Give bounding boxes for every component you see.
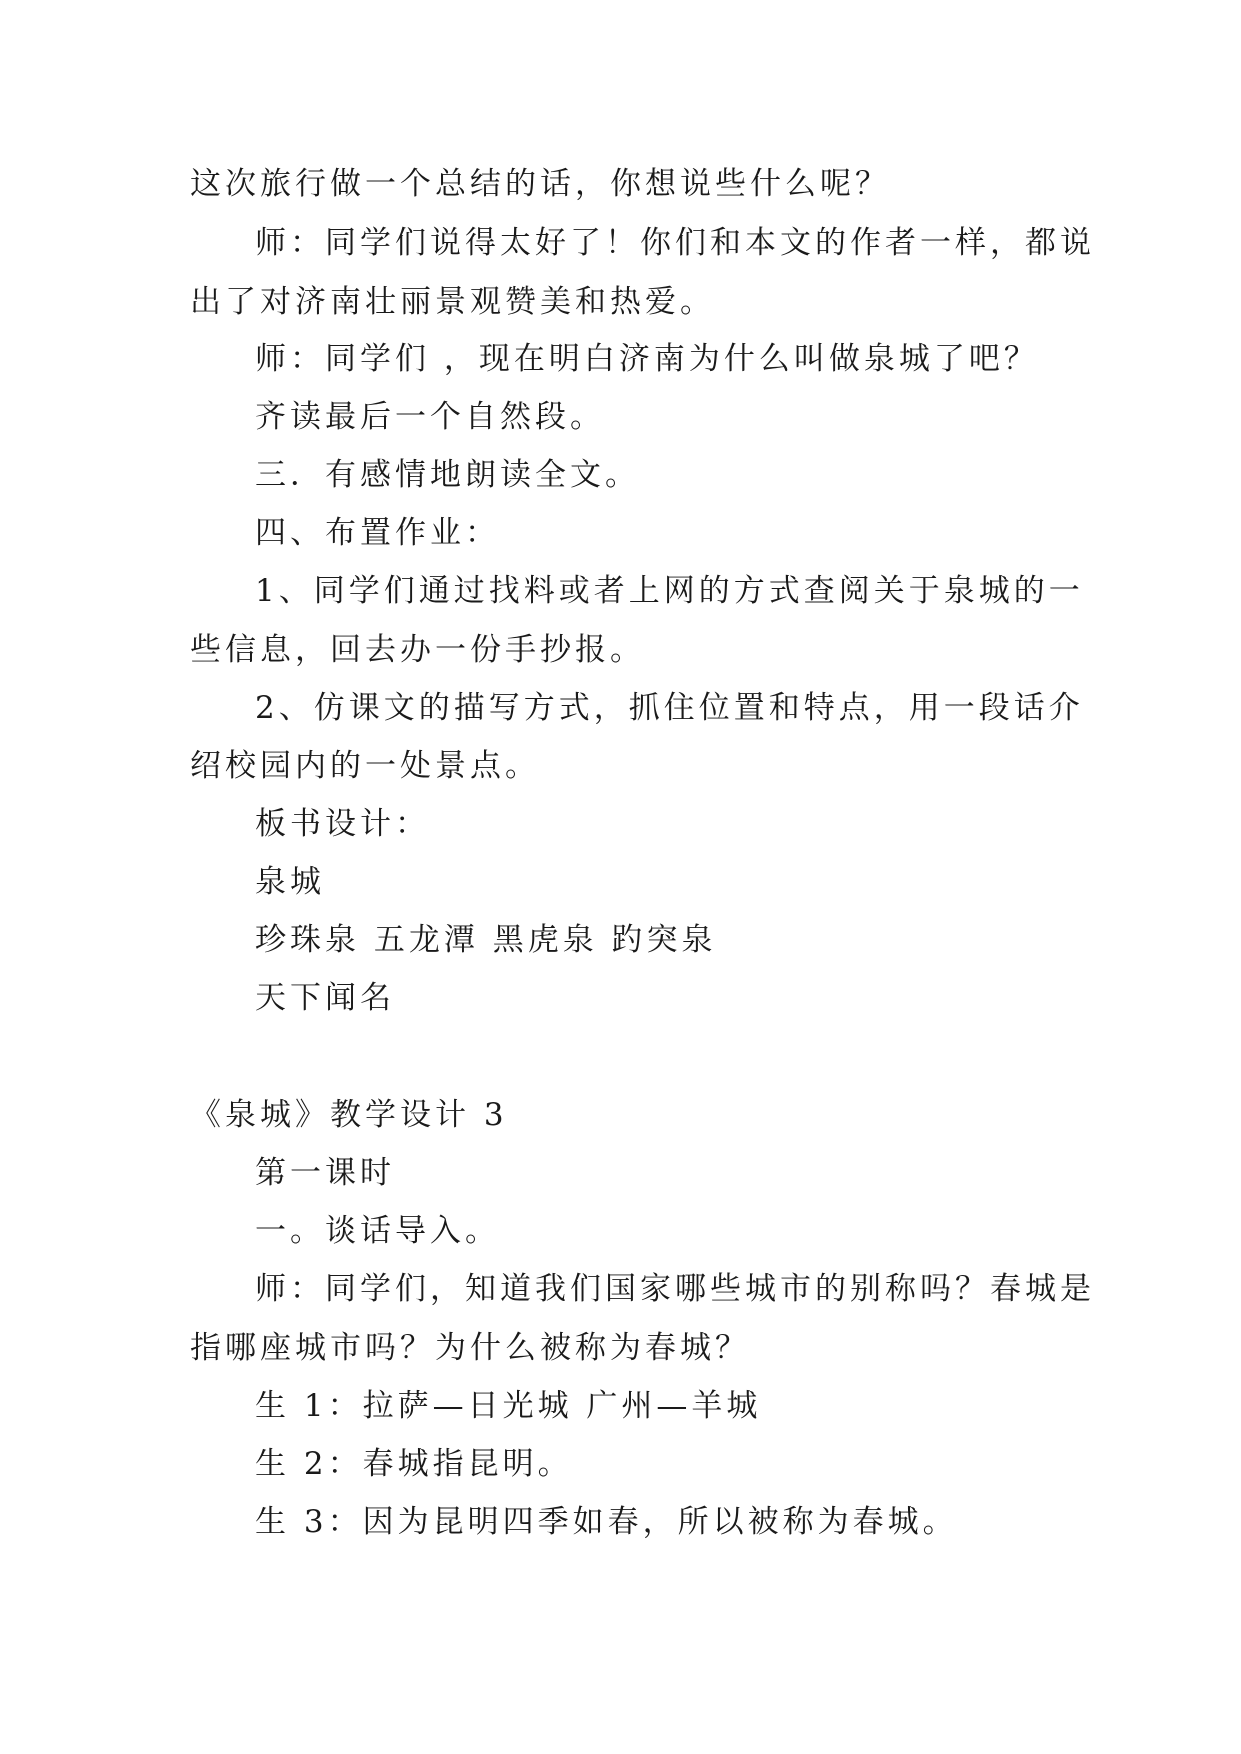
paragraph-line: 2、仿课文的描写方式，抓住位置和特点，用一段话介: [255, 690, 1084, 726]
paragraph-line: 指哪座城市吗？为什么被称为春城？: [190, 1330, 750, 1366]
section-heading: 一。谈话导入。: [255, 1213, 500, 1249]
section-heading: 四、布置作业：: [255, 515, 500, 551]
paragraph-line: 生 2：春城指昆明。: [255, 1446, 573, 1482]
paragraph-line: 天下闻名: [255, 980, 395, 1016]
paragraph-line: 这次旅行做一个总结的话，你想说些什么呢？: [190, 166, 890, 202]
paragraph-line: 生 1：拉萨—日光城 广州—羊城: [255, 1388, 762, 1424]
paragraph-line: 师：同学们，知道我们国家哪些城市的别称吗？春城是: [255, 1271, 1095, 1307]
paragraph-line: 板书设计：: [255, 806, 430, 842]
document-title: 《泉城》教学设计 3: [190, 1097, 508, 1133]
paragraph-line: 些信息，回去办一份手抄报。: [190, 632, 645, 668]
paragraph-line: 珍珠泉 五龙潭 黑虎泉 趵突泉: [255, 922, 717, 958]
paragraph-line: 绍校园内的一处景点。: [190, 748, 540, 784]
paragraph-line: 泉城: [255, 864, 325, 900]
paragraph-line: 第一课时: [255, 1155, 395, 1191]
paragraph-line: 出了对济南壮丽景观赞美和热爱。: [190, 284, 715, 320]
paragraph-line: 生 3：因为昆明四季如春，所以被称为春城。: [255, 1504, 958, 1540]
paragraph-line: 师：同学们说得太好了！你们和本文的作者一样，都说: [255, 225, 1095, 261]
paragraph-line: 齐读最后一个自然段。: [255, 399, 605, 435]
section-heading: 三．有感情地朗读全文。: [255, 457, 640, 493]
paragraph-line: 师：同学们 ，现在明白济南为什么叫做泉城了吧？: [255, 341, 1039, 377]
paragraph-line: 1、同学们通过找料或者上网的方式查阅关于泉城的一: [255, 573, 1084, 609]
